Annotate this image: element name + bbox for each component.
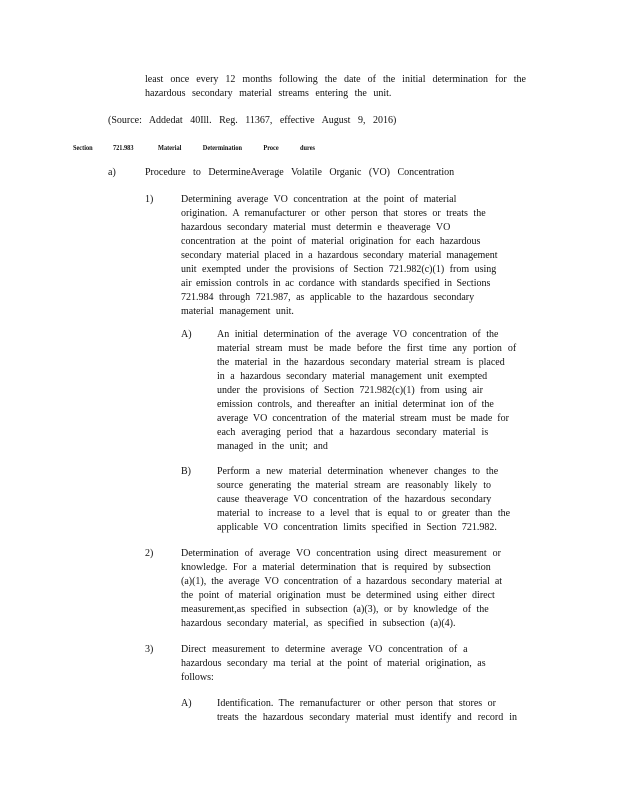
item-text [217,328,516,454]
text-line: average VO concentration of the material stream must be made for [217,413,509,424]
text-line: Determining average VO concentration at the point of material [181,194,457,205]
text-line: material stream must be made before the first time any portion of [217,343,517,354]
text-line: treats the hazardous secondary material must identify and record in [217,712,518,723]
source-note: (Source: Addedat 40Ill. Reg. 11367, effective August 9, 2016) [108,115,397,126]
text-line: air emission controls in ac cordance with standards specified in Sections [181,278,491,289]
text-line: origination. A remanufacturer or other person that stores or treats the [181,208,486,219]
text-line: emission controls, and thereafter an initial determinat ion of the [217,399,494,410]
subsection-title: Procedure to DetermineAverage Volatile Organic (VO) Concentration [145,167,455,178]
item-text [181,193,498,319]
intro-paragraph [145,73,535,101]
section-number: 721.983 [113,144,134,152]
text-line: Determination of average VO concentration using direct measurement or [181,548,501,559]
item-text [217,697,517,725]
item-label: 3) [145,644,154,655]
text-line: material to increase to a level that is equal to or greater than the [217,508,511,519]
text-line: measurement,as specified in subsection (a)(3), or by knowledge of the [181,604,489,615]
item-text [181,547,502,631]
text-line: follows: [181,672,214,683]
text-line: applicable VO concentration limits specified in Section 721.982. [217,522,497,533]
item-label: A) [181,698,192,709]
item-text [217,465,510,535]
text-line: hazardous secondary ma terial at the point of material origination, as [181,658,486,669]
text-line: least once every 12 months following the date of the initial determination for the [145,74,526,85]
text-line: Direct measurement to determine average VO concentration of a [181,644,468,655]
text-line: concentration at the point of material origination for each hazardous [181,236,481,247]
text-line: in a hazardous secondary material management unit exempted [217,371,488,382]
text-line: unit exempted under the provisions of Section 721.982(c)(1) from using [181,264,497,275]
text-line: each averaging period that a hazardous secondary material is [217,427,489,438]
text-line: cause theaverage VO concentration of the hazardous secondary [217,494,492,505]
text-line: material management unit. [181,306,294,317]
subsection-label: a) [108,167,116,178]
text-line: (a)(1), the average VO concentration of a hazardous secondary material at [181,576,503,587]
text-line: secondary material placed in a hazardous secondary material management [181,250,498,261]
text-line: under the provisions of Section 721.982(c)(1) from using air [217,385,483,396]
section-title: Material Determination Proce dures [158,144,315,152]
text-line: the material in the hazardous secondary material stream is placed [217,357,505,368]
text-line: Perform a new material determination whenever changes to the [217,466,499,477]
item-label: A) [181,329,192,340]
text-line: hazardous secondary material streams entering the unit. [145,88,392,99]
text-line: Identification. The remanufacturer or other person that stores or [217,698,496,709]
text-line: knowledge. For a material determination that is required by subsection [181,562,491,573]
text-line: 721.984 through 721.987, as applicable to the hazardous secondary [181,292,475,303]
section-word: Section [73,144,93,152]
item-label: 2) [145,548,154,559]
text-line: the point of material origination must be determined using either direct [181,590,495,601]
item-label: B) [181,466,191,477]
item-text [181,643,486,685]
text-line: An initial determination of the average VO concentration of the [217,329,499,340]
text-line: managed in the unit; and [217,441,328,452]
text-line: source generating the material stream are reasonably likely to [217,480,492,491]
text-line: hazardous secondary material must determin e theaverage VO [181,222,451,233]
text-line: hazardous secondary material, as specified in subsection (a)(4). [181,618,456,629]
item-label: 1) [145,194,154,205]
